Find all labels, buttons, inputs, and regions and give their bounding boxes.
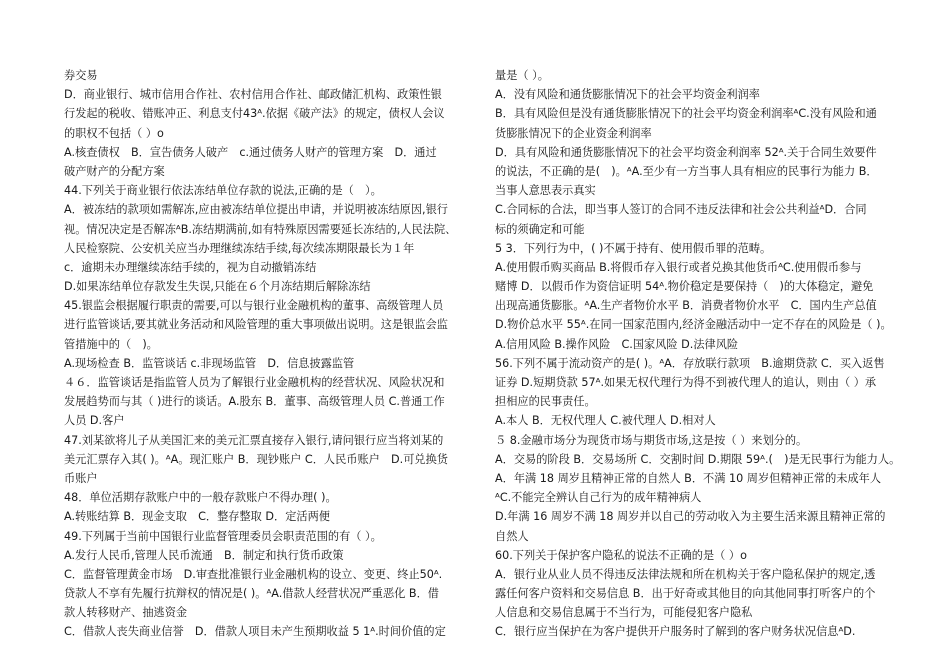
left-column-line: A．被冻结的款项如需解冻,应由被冻结单位提出申请，并说明被冻结原因,银行 — [64, 203, 448, 217]
right-column-line: C．银行应当保护在为客户提供开户服务时了解到的客户财务状况信息ᴬD. — [495, 625, 856, 639]
left-column-line: c．逾期未办理继续冻结手续的，视为自动撤销冻结 — [64, 260, 317, 274]
left-column-line: A.现场检查 B．监管谈话 c.非现场监管 D．信息披露监管 — [64, 356, 355, 370]
left-column-line: 44.下列关于商业银行依法冻结单位存款的说法,正确的是（ ）。 — [64, 184, 382, 198]
left-column-line: 美元汇票存入其( )。ᴬA。现汇账户 B．现钞账户 C．人民币账户 D.可兑换货 — [64, 452, 448, 466]
right-column-line: 5 3．下列行为中，( )不属于持有、使用假币罪的范畴。 — [495, 241, 772, 255]
right-column-line: 当事人意思表示真实 — [495, 184, 596, 198]
right-column-line: 证券 D.短期贷款 57ᴬ.如果无权代理行为得不到被代理人的追认，则由（ ）承 — [495, 376, 877, 389]
left-column-line: 人员 D.客户 — [64, 414, 125, 428]
right-column-line: 的说法，不正确的是( )。ᴬA.至少有一方当事人具有相应的民事行为能力 B． — [495, 164, 878, 178]
left-column-line: 视。情况决定是否解冻ᴬB.冻结期满前,如有特殊原因需要延长冻结的,人民法院、 — [64, 222, 457, 236]
right-column-line: ᴬC.不能完全辨认自己行为的成年精神病人 — [495, 491, 702, 505]
right-column-line: 露任何客户资料和交易信息 B．出于好奇或其他目的向其他同事打听客户的个 — [495, 587, 876, 601]
right-column-line: A．银行业从业人员不得违反法律法规和所在机构关于客户隐私保护的规定,透 — [495, 567, 876, 581]
right-column-line: 60.下列关于保护客户隐私的说法不正确的是（ ）o — [495, 548, 747, 562]
left-column-line: 款人转移财产、抽逃资金 — [64, 606, 188, 620]
right-column-line: 货膨胀情况下的企业资金利润率 — [495, 126, 652, 140]
right-text-column — [495, 66, 910, 642]
right-column-line: A．交易的阶段 B．交易场所 C．交割时间 D.期限 59ᴬ.( )是无民事行为能力人。 — [495, 452, 901, 466]
left-column-line: D.如果冻结单位存款发生失误,只能在６个月冻结期后解除冻结 — [64, 280, 371, 294]
right-column-line: B．具有风险但是没有通货膨胀情况下的社会平均资金利润率ᴬC.没有风险和通 — [495, 107, 877, 121]
left-column-line: 发展趋势而与其（ )进行的谈话。A.股东 B．董事、高级管理人员 C.普通工作 — [64, 395, 445, 409]
right-column-line: A．没有风险和通货膨胀情况下的社会平均资金利润率 — [495, 88, 760, 102]
left-column-line: C．监督管理黄金市场 D.审查批准银行业金融机构的设立、变更、终止50ᴬ. — [64, 567, 443, 581]
left-column-line: 人民检察院、公安机关应当办理继续冻结手续,每次续冻期限最长为１年 — [64, 241, 415, 255]
left-column-line: 的职权不包括（ ）o — [64, 126, 164, 140]
left-column-line: 券交易 — [64, 69, 98, 82]
right-column-line: C.合同标的合法，即当事人签订的合同不违反法律和社会公共利益ᴬD．合同 — [495, 203, 867, 217]
left-column-line: 贷款人不享有先履行抗辩权的情况是( )。ᴬA.借款人经营状况严重恶化 B．借 — [64, 587, 439, 601]
right-column-line: 人信息和交易信息属于不当行为，可能侵犯客户隐私 — [495, 606, 753, 620]
right-column-line: A.信用风险 B.操作风险 C.国家风险 D.法律风险 — [495, 337, 739, 351]
left-column-line: 管措施中的（ )。 — [64, 337, 158, 351]
left-column-line: A.核查债权 B．宣告债务人破产 c.通过债务人财产的管理方案 D．通过 — [64, 145, 437, 159]
left-column-line: A.转账结算 B．现金支取 C．整存整取 D．定活两便 — [64, 510, 330, 524]
left-column-line: 47.刘某欲将儿子从美国汇来的美元汇票直接存入银行,请问银行应当将刘某的 — [64, 433, 444, 447]
right-column-line: 56.下列不属于流动资产的是( )。ᴬA．存放联行款项 B.逾期贷款 C．买入返售 — [495, 356, 885, 370]
right-column-line: A．年满 18 周岁且精神正常的自然人 B．不满 10 周岁但精神正常的未成年人 — [495, 471, 882, 485]
left-column-line: 48．单位活期存款账户中的一般存款账户不得办理( )。 — [64, 491, 337, 505]
right-column-line: 出现高通货膨胀。ᴬA.生产者物价水平 B．消费者物价水平 C．国内生产总值 — [495, 299, 877, 313]
right-column-line: 担相应的民事责任。 — [495, 395, 596, 409]
right-column-line: ５ 8.金融市场分为现货市场与期货市场,这是按（ ）来划分的。 — [495, 433, 808, 447]
right-column-line: 量是（ ）。 — [495, 69, 549, 82]
right-column-line: 自然人 — [495, 529, 529, 543]
left-column-line: 币账户 — [64, 471, 98, 485]
left-column-line: 破产财产的分配方案 — [64, 164, 165, 178]
left-column-line: 行发起的税收、错账冲正、利息支付43ᴬ.依据《破产法》的规定，债权人会议 — [64, 107, 445, 121]
left-column-line: 49.下列属于当前中国银行业监督管理委员会职责范围的有（ ）。 — [64, 529, 382, 543]
right-column-line: D．具有风险和通货膨胀情况下的社会平均资金利润率 52ᴬ.关于合同生效要件 — [495, 145, 877, 159]
right-column-line: 标的须确定和可能 — [495, 222, 585, 236]
left-text-column — [64, 66, 482, 642]
left-column-line: C．借款人丧失商业信誉 D．借款人项目未产生预期收益 5 1ᴬ.时间价值的定 — [64, 625, 446, 639]
right-column-line: D.年满 16 周岁不满 18 周岁并以自己的劳动收入为主要生活来源且精神正常的 — [495, 510, 886, 524]
right-column-line: A.本人 B．无权代理人 C.被代理人 D.相对人 — [495, 414, 716, 428]
right-column-line: A.使用假币购买商品 B.将假币存入银行或者兑换其他货币ᴬC.使用假币参与 — [495, 260, 862, 274]
left-column-line: A.发行人民币,管理人民币流通 B．制定和执行货币政策 — [64, 548, 344, 562]
left-column-line: ４６．监管谈话是指监管人员为了解银行业金融机构的经营状况、风险状况和 — [64, 376, 445, 389]
left-column-line: 进行监管谈话,要其就业务活动和风险管理的重大事项做出说明。这是银监会监 — [64, 318, 448, 332]
left-column-line: 45.银监会根据履行职责的需要,可以与银行业金融机构的董事、高级管理人员 — [64, 299, 444, 313]
left-column-line: D．商业银行、城市信用合作社、农村信用合作社、邮政储汇机构、政策性银 — [64, 88, 442, 102]
right-column-line: D.物价总水平 55ᴬ.在同一国家范围内,经济金融活动中一定不存在的风险是（ )。 — [495, 318, 892, 332]
right-column-line: 赌博 D．以假币作为资信证明 54ᴬ.物价稳定是要保持（ )的大体稳定，避免 — [495, 280, 874, 294]
